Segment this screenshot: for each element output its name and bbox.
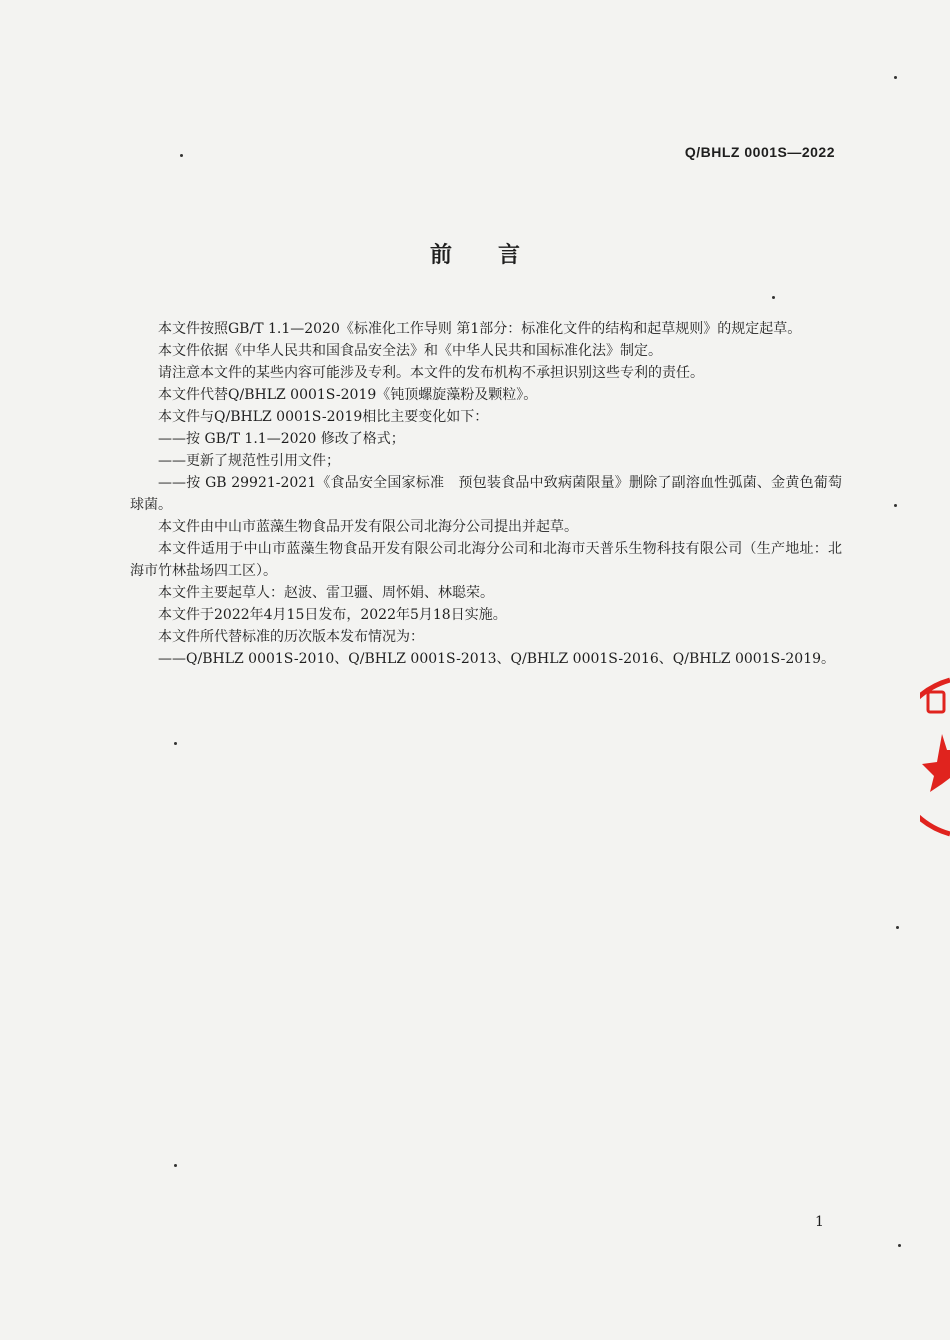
scan-speck bbox=[894, 76, 897, 79]
document-code: Q/BHLZ 0001S—2022 bbox=[684, 144, 835, 160]
seal-icon bbox=[920, 672, 950, 842]
list-item: ——按 GB/T 1.1—2020 修改了格式； bbox=[158, 431, 405, 447]
paragraph: 本文件与Q/BHLZ 0001S-2019相比主要变化如下： bbox=[158, 409, 489, 425]
list-item: ——按 GB 29921-2021《食品安全国家标准 预包装食品中致病菌限量》删除了副溶血性弧菌、金黄色葡萄球菌。 bbox=[130, 475, 842, 513]
paragraph: 本文件按照GB/T 1.1—2020《标准化工作导则 第1部分：标准化文件的结构和起草规则》的规定起草。 bbox=[158, 321, 802, 337]
paragraph: 本文件由中山市蓝藻生物食品开发有限公司北海分公司提出并起草。 bbox=[158, 519, 578, 535]
paragraph: 请注意本文件的某些内容可能涉及专利。本文件的发布机构不承担识别这些专利的责任。 bbox=[158, 365, 704, 381]
page-title: 前言 bbox=[429, 243, 566, 268]
page-number: 1 bbox=[815, 1214, 824, 1230]
foreword-body bbox=[130, 318, 842, 670]
list-item: ——Q/BHLZ 0001S-2010、Q/BHLZ 0001S-2013、Q/BHLZ 0001S-2016、Q/BHLZ 0001S-2019。 bbox=[158, 651, 836, 667]
scan-speck bbox=[174, 1164, 177, 1167]
scan-speck bbox=[180, 154, 183, 157]
paragraph: 本文件于2022年4月15日发布，2022年5月18日实施。 bbox=[158, 607, 507, 623]
paragraph: 本文件依据《中华人民共和国食品安全法》和《中华人民共和国标准化法》制定。 bbox=[158, 343, 662, 359]
scan-speck bbox=[174, 742, 177, 745]
scan-speck bbox=[896, 926, 899, 929]
paragraph: 本文件所代替标准的历次版本发布情况为： bbox=[158, 629, 424, 645]
paragraph: 本文件代替Q/BHLZ 0001S-2019《钝顶螺旋藻粉及颗粒》。 bbox=[158, 387, 538, 403]
paragraph: 本文件适用于中山市蓝藻生物食品开发有限公司北海分公司和北海市天普乐生物科技有限公司（生产地址：北海市竹林盐场四工区）。 bbox=[130, 541, 842, 579]
red-seal-stamp bbox=[920, 672, 950, 842]
scan-speck bbox=[894, 504, 897, 507]
paragraph: 本文件主要起草人：赵波、雷卫疆、周怀娟、林聪荣。 bbox=[158, 585, 494, 601]
list-item: ——更新了规范性引用文件； bbox=[158, 453, 340, 469]
scan-speck bbox=[898, 1244, 901, 1247]
scan-speck bbox=[772, 296, 775, 299]
